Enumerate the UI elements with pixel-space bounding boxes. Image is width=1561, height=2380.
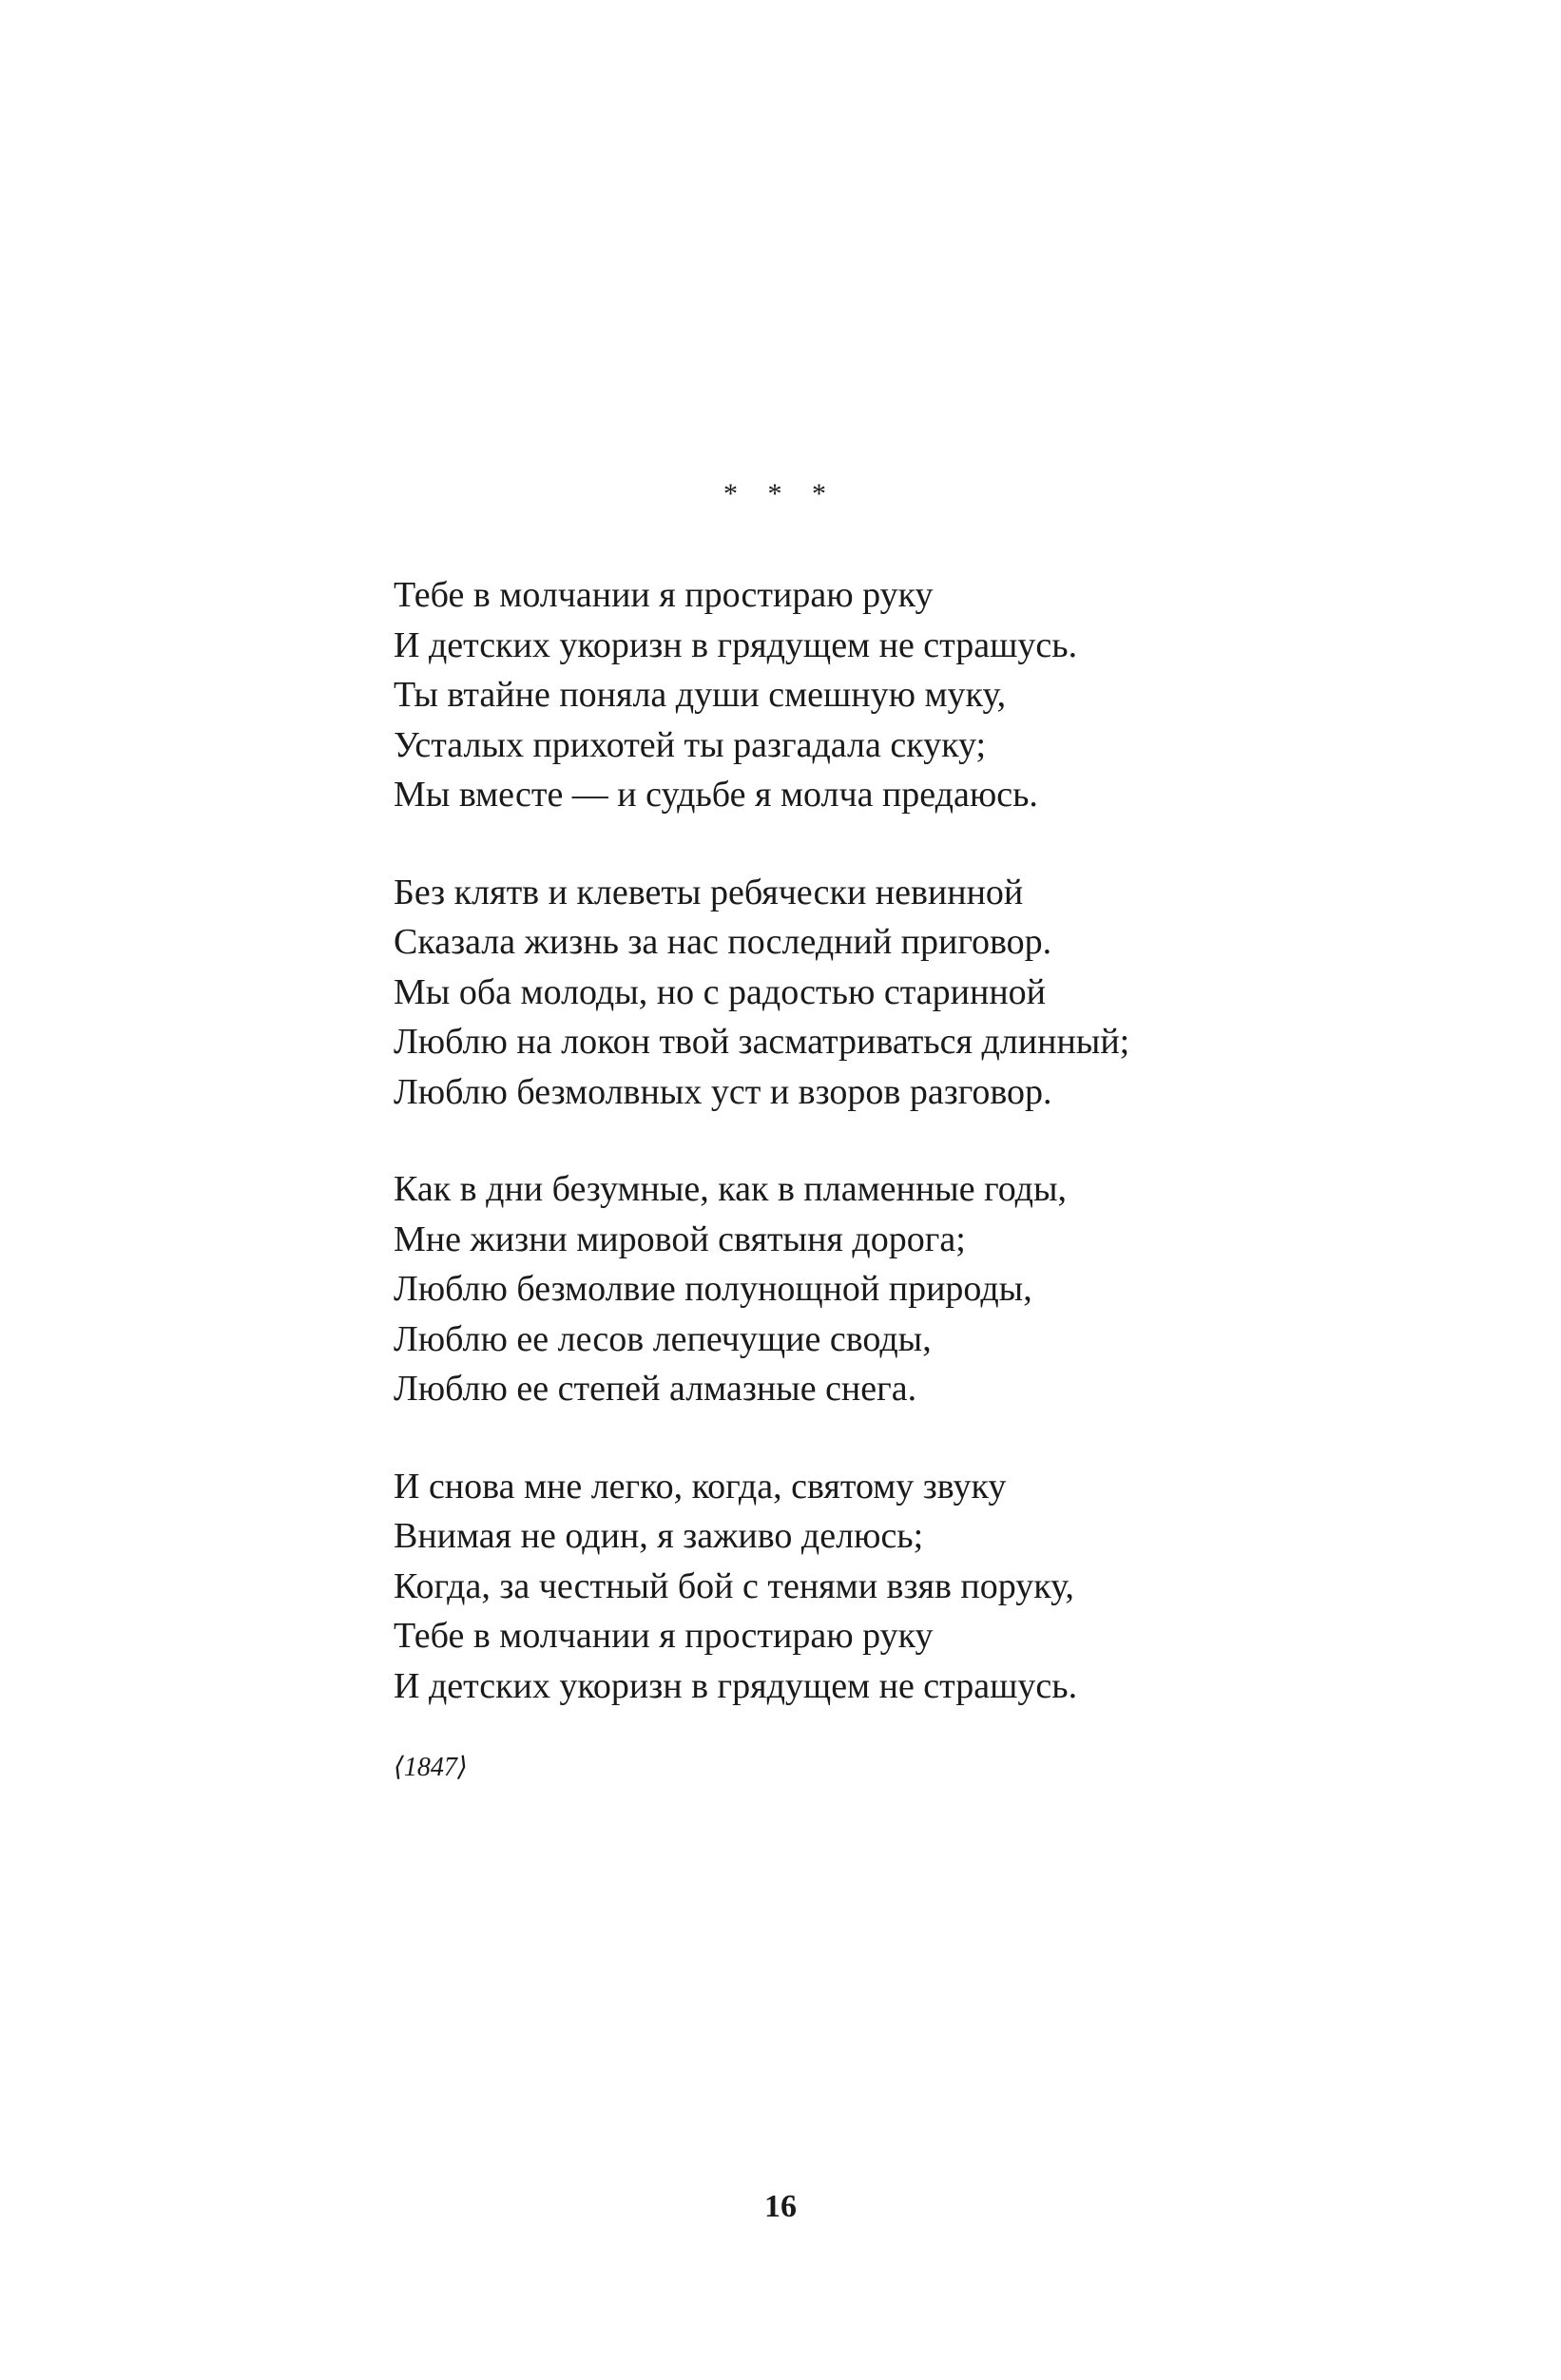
poem-line: Мне жизни мировой святыня дорога; [394,1219,966,1259]
stanza-3 [394,1164,1439,1414]
poem-line: Когда, за честный бой с тенями взяв поруку, [394,1565,1074,1606]
stanza-1 [394,570,1439,820]
stanza-4 [394,1462,1439,1712]
poem-body [394,570,1439,1758]
poem-line: Люблю на локон твой засматриваться длинный; [394,1022,1130,1062]
poem-line: Тебе в молчании я простираю руку [394,575,934,615]
page-number: 16 [764,2189,797,2224]
poem-line: Люблю ее степей алмазные снега. [394,1369,917,1409]
poem-line: И детских укоризн в грядущем не страшусь. [394,1665,1078,1706]
poem-line: Ты втайне поняла души смешную муку, [394,675,1007,715]
poem-line: Без клятв и клеветы ребячески невинной [394,872,1024,912]
poem-line: Люблю безмолвие полунощной природы, [394,1269,1032,1309]
poem-line: Мы вместе — и судьбе я молча предаюсь. [394,775,1038,815]
poem-line: Внимая не один, я заживо делюсь; [394,1516,924,1556]
poem-line: Тебе в молчании я простираю руку [394,1616,934,1656]
poem-line: Люблю безмолвных уст и взоров разговор. [394,1071,1052,1112]
poem-line: И детских укоризн в грядущем не страшусь. [394,624,1078,665]
poem-line: Усталых прихотей ты разгадала скуку; [394,724,987,765]
stanza-2 [394,868,1439,1118]
poem-line: Мы оба молоды, но с радостью старинной [394,971,1046,1012]
poem-line: Сказала жизнь за нас последний приговор. [394,922,1052,962]
section-ornament: * * * [723,478,838,509]
poem-line: И снова мне легко, когда, святому звуку [394,1466,1007,1507]
poem-date: ⟨1847⟩ [394,1753,468,1782]
poem-line: Как в дни безумные, как в пламенные годы, [394,1169,1067,1209]
poem-line: Люблю ее лесов лепечущие своды, [394,1318,932,1359]
